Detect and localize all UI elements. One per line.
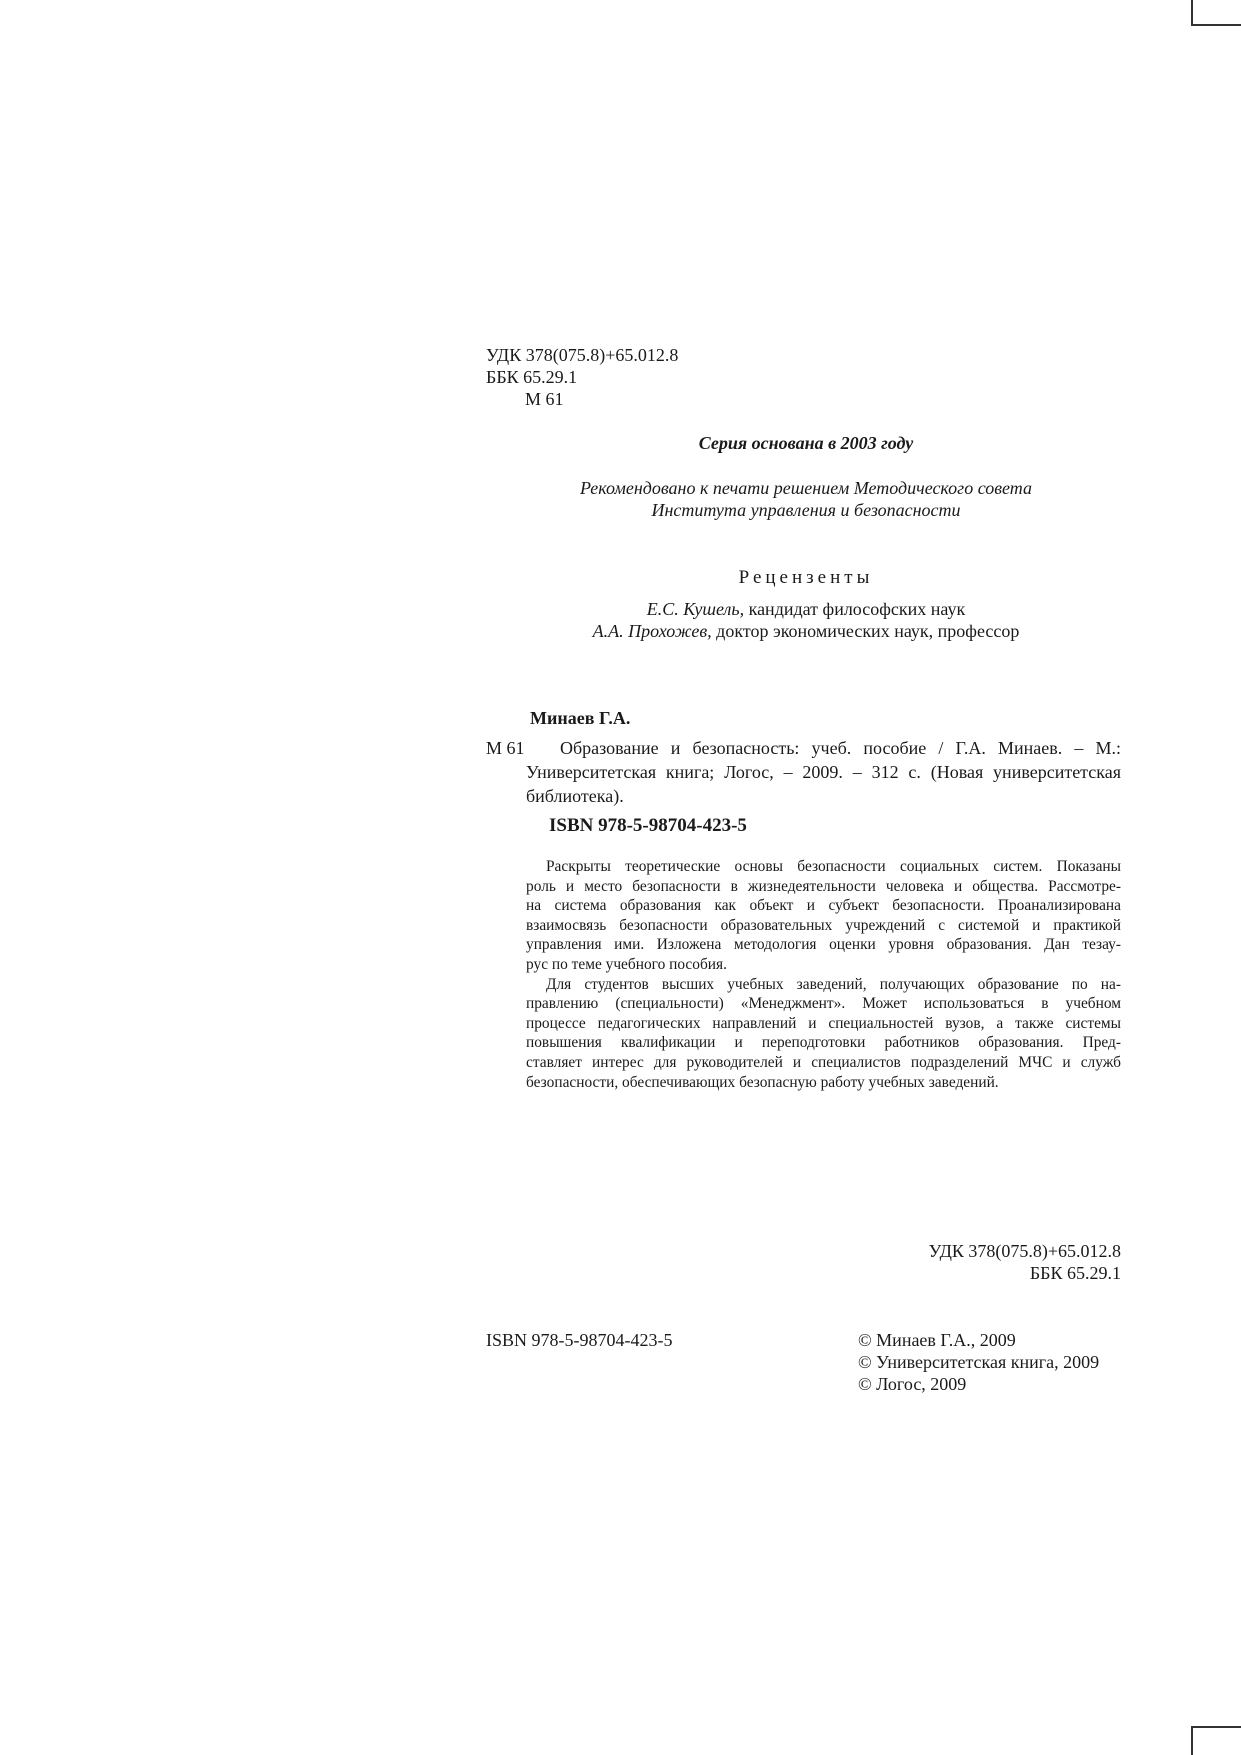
reviewer-1: [486, 598, 1126, 620]
footer-isbn: ISBN 978-5-98704-423-5: [486, 1330, 673, 1350]
udk-code: УДК 378(075.8)+65.012.8: [486, 345, 679, 365]
abstract-line: повышения квалификации и переподготовки работников образования. Пред-: [526, 1034, 1121, 1052]
bib-line-2: Университетская книга; Логос, – 2009. – 312 с. (Новая университетская: [526, 762, 1121, 782]
bbk-code: ББК 65.29.1: [486, 367, 578, 387]
reviewer-1-title: кандидат философских наук: [744, 599, 966, 619]
abstract-line: процессе педагогических направлений и специальностей вузов, а также системы: [526, 1014, 1121, 1032]
author-mark: М 61: [525, 389, 564, 409]
abstract-line: рус по теме учебного пособия.: [526, 955, 727, 973]
reviewer-2-title: доктор экономических наук, профессор: [711, 621, 1020, 641]
abstract-line: управления ими. Изложена методология оценки уровня образования. Дан тезау-: [526, 936, 1121, 954]
bib-line-3: библиотека).: [526, 786, 624, 806]
crop-mark-top-horizontal: [1191, 24, 1241, 26]
bib-isbn: ISBN 978-5-98704-423-5: [549, 815, 747, 836]
crop-mark-top-vertical: [1191, 0, 1193, 24]
recommendation-line-1: Рекомендовано к печати решением Методического совета: [579, 478, 1033, 498]
reviewer-2-name: А.А. Прохожев,: [592, 621, 712, 641]
bib-line-1: Образование и безопасность: учеб. пособие / Г.А. Минаев. – М.:: [560, 738, 1121, 758]
abstract-line: ставляет интерес для руководителей и специалистов подразделений МЧС и служб: [526, 1053, 1121, 1071]
footer-udk: УДК 378(075.8)+65.012.8: [928, 1241, 1121, 1261]
footer-bbk: ББК 65.29.1: [1029, 1263, 1121, 1283]
bib-mark: М 61: [486, 738, 525, 758]
abstract-line: безопасности, обеспечивающих безопасную работу учебных заведений.: [526, 1073, 999, 1091]
abstract: [526, 857, 1121, 1092]
copyright-1: © Минаев Г.А., 2009: [858, 1330, 1016, 1350]
series-note: Серия основана в 2003 году: [698, 433, 914, 453]
reviewer-1-name: Е.С. Кушель,: [646, 599, 745, 619]
abstract-line: взаимосвязь безопасности образовательных учреждений с системой и практикой: [526, 916, 1121, 934]
copyright-2: © Университетская книга, 2009: [858, 1352, 1100, 1372]
copyright-3: © Логос, 2009: [858, 1374, 967, 1394]
reviewer-2: [486, 620, 1126, 642]
crop-mark-bottom-horizontal: [1191, 1726, 1241, 1728]
bib-author: Минаев Г.А.: [530, 708, 631, 728]
recommendation-line-2: Института управления и безопасности: [651, 500, 961, 520]
reviewers-heading: Рецензенты: [738, 567, 874, 588]
crop-mark-bottom-vertical: [1191, 1726, 1193, 1755]
abstract-line: правлению (специальности) «Менеджмент». Может использоваться в учебном: [526, 995, 1121, 1013]
abstract-line: роль и место безопасности в жизнедеятельности человека и общества. Рассмотре-: [526, 877, 1121, 895]
abstract-line: Раскрыты теоретические основы безопасности социальных систем. Показаны: [546, 858, 1121, 875]
abstract-line: на система образования как объект и субъект безопасности. Проанализирована: [526, 897, 1121, 915]
abstract-line: Для студентов высших учебных заведений, получающих образование по на-: [546, 975, 1121, 993]
